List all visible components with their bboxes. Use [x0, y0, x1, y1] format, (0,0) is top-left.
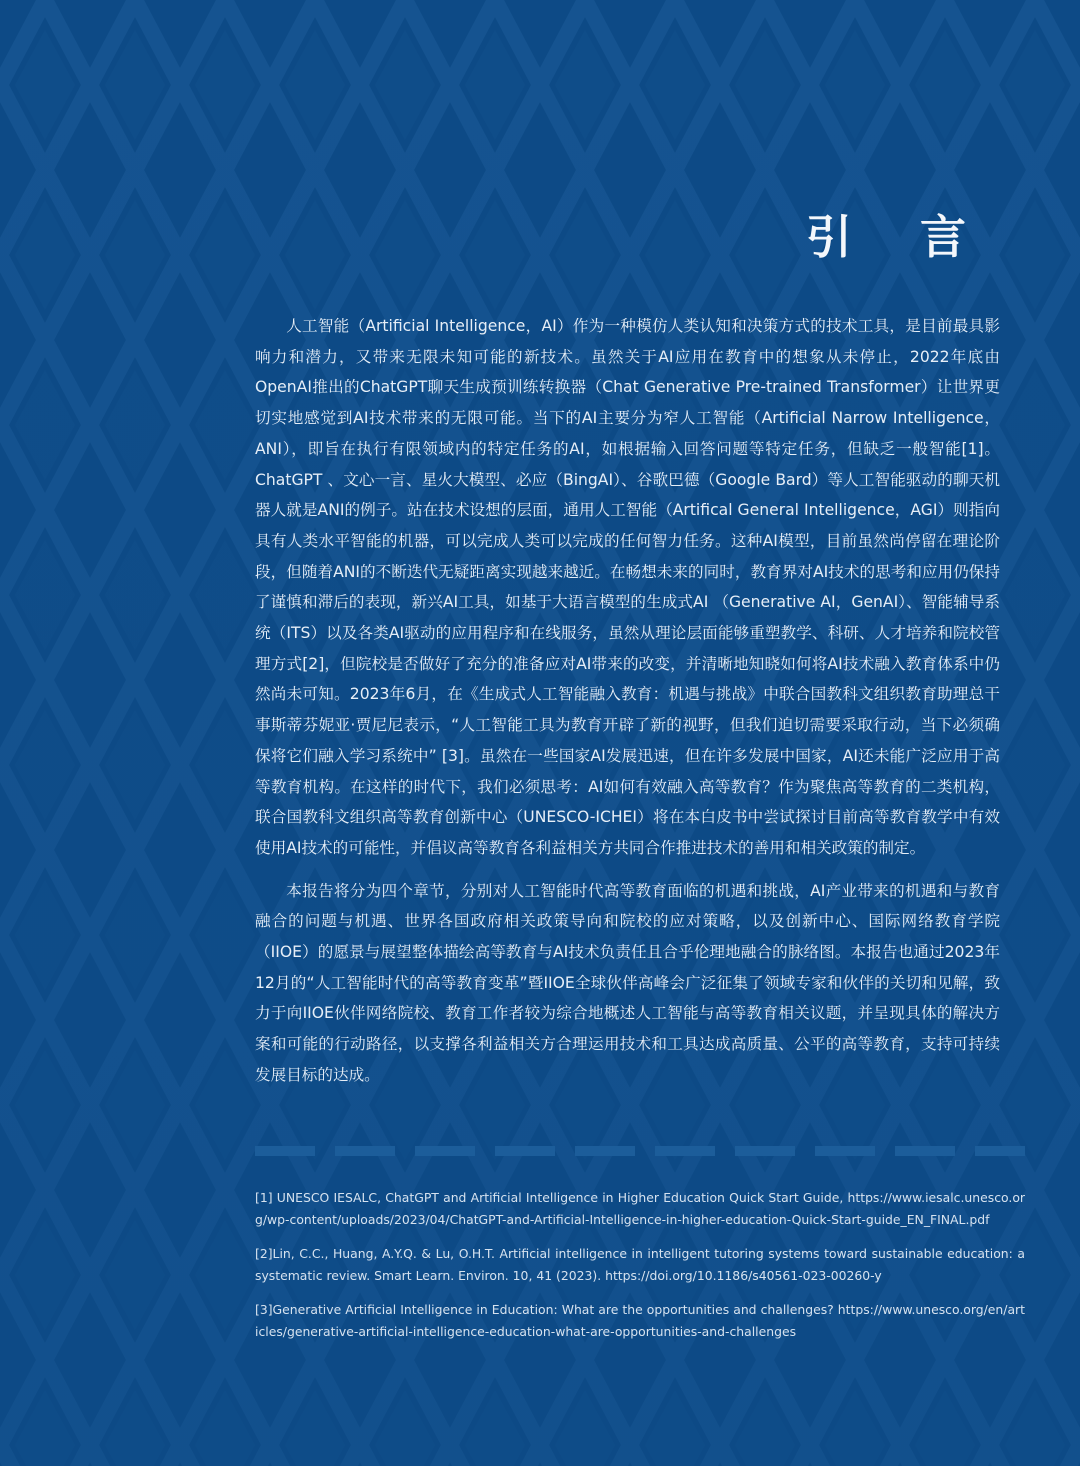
- body-text: [255, 311, 1000, 1103]
- page-title: 引 言: [805, 210, 992, 264]
- footnote-2: [2]Lin, C.C., Huang, A.Y.Q. & Lu, O.H.T. Artificial intelligence in intelligent tutoring systems toward sustainable education: a systematic review. Smart Learn. Environ. 10, 41 (2023). https://doi.org/10.1186/s40561-023-00260-y: [255, 1246, 1025, 1283]
- footnote-3: [3]Generative Artificial Intelligence in Education: What are the opportunities and challenges? https://www.unesco.org/en/articles/generative-artificial-intelligence-education-what-are-opportunities-and-challenges: [255, 1302, 1025, 1339]
- decorative-divider: [255, 1140, 1025, 1162]
- footnote-1: [1] UNESCO IESALC, ChatGPT and Artificial Intelligence in Higher Education Quick Start Guide, https://www.iesalc.unesco.org/wp-content/uploads/2023/04/ChatGPT-and-Artificial-Intelligence-in-higher-education-Quick-Start-guide_EN_FINAL.pdf: [255, 1190, 1025, 1227]
- paragraph-1: 人工智能（Artificial Intelligence，AI）作为一种模仿人类认知和决策方式的技术工具，是目前最具影响力和潜力，又带来无限未知可能的新技术。虽然关于AI应用在教育中的想象从未停止，2022年底由OpenAI推出的ChatGPT聊天生成预训练转换器（Chat Generative Pre-trained Transformer）让世界更切实地感觉到AI技术带来的无限可能。当下的AI主要分为窄人工智能（Artificial Narrow Intelligence，ANI），即旨在执行有限领域内的特定任务的AI，如根据输入回答问题等特定任务，但缺乏一般智能[1]。ChatGPT 、文心一言、星火大模型、必应（BingAI）、谷歌巴德（Google Bard）等人工智能驱动的聊天机器人就是ANI的例子。站在技术设想的层面，通用人工智能（Artifical General Intelligence，AGI）则指向具有人类水平智能的机器，可以完成人类可以完成的任何智力任务。这种AI模型，目前虽然尚停留在理论阶段，但随着ANI的不断迭代无疑距离实现越来越近。在畅想未来的同时，教育界对AI技术的思考和应用仍保持了谨慎和滞后的表现，新兴AI工具，如基于大语言模型的生成式AI （Generative AI，GenAI）、智能辅导系统（ITS）以及各类AI驱动的应用程序和在线服务，虽然从理论层面能够重塑教学、科研、人才培养和院校管理方式[2]，但院校是否做好了充分的准备应对AI带来的改变，并清晰地知晓如何将AI技术融入教育体系中仍然尚未可知。2023年6月，在《生成式人工智能融入教育：机遇与挑战》中联合国教科文组织教育助理总干事斯蒂芬妮亚·贾尼尼表示，“人工智能工具为教育开辟了新的视野，但我们迫切需要采取行动，当下必须确保将它们融入学习系统中” [3]。虽然在一些国家AI发展迅速，但在许多发展中国家，AI还未能广泛应用于高等教育机构。在这样的时代下，我们必须思考：AI如何有效融入高等教育？作为聚焦高等教育的二类机构，联合国教科文组织高等教育创新中心（UNESCO-ICHEI）将在本白皮书中尝试探讨目前高等教育教学中有效使用AI技术的可能性，并倡议高等教育各利益相关方共同合作推进技术的善用和相关政策的制定。: [255, 317, 1000, 857]
- footnotes: [255, 1187, 1025, 1355]
- paragraph-2: 本报告将分为四个章节，分别对人工智能时代高等教育面临的机遇和挑战，AI产业带来的机遇和与教育融合的问题与机遇、世界各国政府相关政策导向和院校的应对策略，以及创新中心、国际网络教育学院（IIOE）的愿景与展望整体描绘高等教育与AI技术负责任且合乎伦理地融合的脉络图。本报告也通过2023年12月的“人工智能时代的高等教育变革”暨IIOE全球伙伴高峰会广泛征集了领域专家和伙伴的关切和见解，致力于向IIOE伙伴网络院校、教育工作者较为综合地概述人工智能与高等教育相关议题，并呈现具体的解决方案和可能的行动路径，以支撑各利益相关方合理运用技术和工具达成高质量、公平的高等教育，支持可持续发展目标的达成。: [255, 881, 1000, 1084]
